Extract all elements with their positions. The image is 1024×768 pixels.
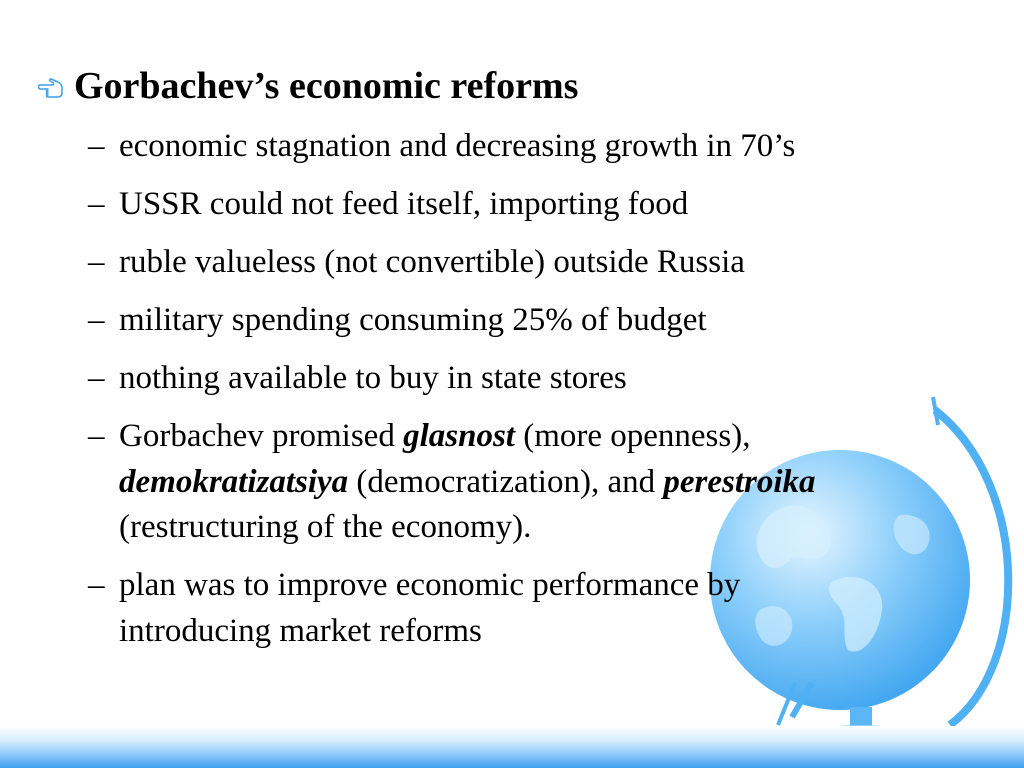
slide-heading: Gorbachev’s economic reforms <box>74 65 579 107</box>
dash-bullet: – <box>88 302 105 338</box>
list-item-text: plan was to improve economic performance by introducing market reforms <box>119 567 741 649</box>
list-item <box>88 124 988 170</box>
list-item <box>88 563 988 654</box>
dash-bullet: – <box>88 186 105 222</box>
text-segment: (more openness), <box>514 418 751 454</box>
list-item-text: military spending consuming 25% of budget <box>119 302 707 338</box>
term-demokratizatsiya: demokratizatsiya <box>119 463 349 500</box>
text-segment: (democratization), and <box>348 463 664 500</box>
list-item <box>88 356 988 402</box>
list-item-text: USSR could not feed itself, importing food <box>119 186 689 222</box>
dash-bullet: – <box>88 244 105 280</box>
sub-bullet-list <box>88 124 988 667</box>
list-item <box>88 414 988 551</box>
text-segment: (restructuring of the economy). <box>119 509 532 545</box>
list-item <box>88 298 988 344</box>
dash-bullet: – <box>88 418 105 454</box>
dash-bullet: – <box>88 360 105 396</box>
list-item <box>88 182 988 228</box>
list-item-text: economic stagnation and decreasing growth in 70’s <box>119 128 796 164</box>
list-item-text <box>119 414 979 551</box>
pointing-hand-icon <box>38 77 68 99</box>
list-item-text: ruble valueless (not convertible) outside Russia <box>119 244 745 280</box>
dash-bullet: – <box>88 567 105 603</box>
dash-bullet: – <box>88 128 105 164</box>
heading-row <box>38 62 578 110</box>
term-perestroika: perestroika <box>663 463 816 500</box>
list-item-text: nothing available to buy in state stores <box>119 360 627 396</box>
term-glasnost: glasnost <box>403 418 515 454</box>
text-segment: Gorbachev promised <box>119 418 404 454</box>
bottom-gradient-bar <box>0 726 1024 768</box>
list-item <box>88 240 988 286</box>
